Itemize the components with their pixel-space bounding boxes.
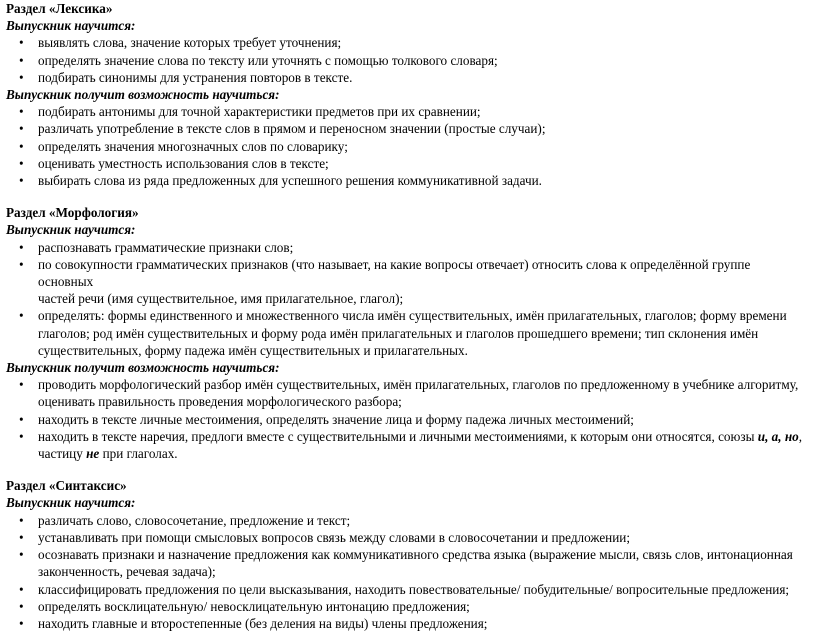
list-item: • находить главные и второстепенные (без деления на виды) члены предложения; [19, 615, 488, 631]
subheading-may-learn: Выпускник получит возможность научиться: [6, 360, 280, 376]
list-item: • по совокупности грамматических признаков (что называет, на какие вопросы отвечает) относить слова к определённой группе основных частей речи (имя существительное, имя прилагательное, глагол); [19, 256, 751, 307]
section-heading-lexika: Раздел «Лексика» [6, 1, 113, 16]
subheading-will-learn: Выпускник научится: [6, 495, 136, 511]
bullet-icon: • [19, 155, 24, 171]
list-item: • находить в тексте личные местоимения, определять значение лица и форму падежа личных местоимений; [19, 411, 634, 427]
list-item: • выявлять слова, значение которых требует уточнения; [19, 35, 342, 51]
bullet-icon: • [19, 411, 24, 427]
subheading-will-learn: Выпускник научится: [6, 222, 136, 238]
bullet-icon: • [19, 377, 24, 393]
list-item: • находить в тексте наречия, предлоги вместе с существительными и личными местоимениями, к которым они относятся, союзы и, а, но, частицу не при глаголах. [19, 428, 803, 462]
section-heading-sintaksis: Раздел «Синтаксис» [6, 478, 127, 494]
bullet-icon: • [19, 308, 24, 324]
section-spacer [6, 462, 806, 477]
bullet-icon: • [19, 512, 24, 528]
conjunctions-text: и, а, но [757, 428, 799, 444]
bullet-icon: • [19, 547, 24, 563]
bullet-icon: • [19, 121, 24, 137]
bullet-icon: • [19, 529, 24, 545]
list-item: • классифицировать предложения по цели высказывания, находить повествовательные/ побудительные/ вопросительные предложения; [19, 581, 790, 597]
list-item: • оценивать уместность использования слов в тексте; [19, 155, 329, 171]
list-item: • определять значение слова по тексту или уточнять с помощью толкового словаря; [19, 52, 498, 68]
bullet-icon: • [19, 581, 24, 597]
particle-text: не [86, 446, 100, 462]
bullet-icon: • [19, 52, 24, 68]
bullet-icon: • [19, 256, 24, 272]
list-item: • определять: формы единственного и множественного числа имён существительных, имён прилагательных, глаголов; форму времени глаголов; род имён существительных и форму рода имён прилагательных и глаголов прошедшего времени; тип склонения имён существительных, форму падежа имён существительных и прилагательных. [19, 308, 787, 358]
list-item: • определять восклицательную/ невосклицательную интонацию предложения; [19, 598, 470, 614]
bullet-icon: • [19, 615, 24, 631]
list-item: • проводить морфологический разбор имён существительных, имён прилагательных, глаголов по предложенному в учебнике алгоритму, оценивать правильность проведения морфологического разбора; [19, 377, 799, 410]
section-spacer [6, 189, 806, 204]
list-item: • различать употребление в тексте слов в прямом и переносном значении (простые случаи); [19, 121, 546, 137]
bullet-icon: • [19, 428, 24, 444]
list-may-learn [6, 376, 806, 462]
bullet-icon: • [19, 104, 24, 120]
list-will-learn [6, 34, 806, 86]
bullet-icon: • [19, 239, 24, 255]
bullet-icon: • [19, 173, 24, 189]
bullet-icon: • [19, 598, 24, 614]
subheading-may-learn: Выпускник получит возможность научиться: [6, 87, 280, 103]
list-item: • подбирать синонимы для устранения повторов в тексте. [19, 69, 353, 85]
list-item: • распознавать грамматические признаки слов; [19, 239, 294, 255]
list-item: • устанавливать при помощи смысловых вопросов связь между словами в словосочетании и предложении; [19, 529, 631, 545]
list-item: • подбирать антонимы для точной характеристики предметов при их сравнении; [19, 104, 481, 120]
list-item: • осознавать признаки и назначение предложения как коммуникативного средства языка (выражение мысли, связь слов, интонационная законченность, речевая задача); [19, 547, 793, 580]
list-item: • различать слово, словосочетание, предложение и текст; [19, 512, 351, 528]
list-may-learn [6, 103, 806, 189]
list-item: • выбирать слова из ряда предложенных для успешного решения коммуникативной задачи. [19, 173, 542, 189]
section-heading-morfologiya: Раздел «Морфология» [6, 205, 139, 221]
list-will-learn [6, 239, 806, 359]
bullet-icon: • [19, 138, 24, 154]
bullet-icon: • [19, 35, 24, 51]
list-item: • определять значения многозначных слов по словарику; [19, 138, 348, 154]
subheading-will-learn: Выпускник научится: [6, 18, 136, 34]
bullet-icon: • [19, 69, 24, 85]
list-will-learn [6, 512, 806, 632]
